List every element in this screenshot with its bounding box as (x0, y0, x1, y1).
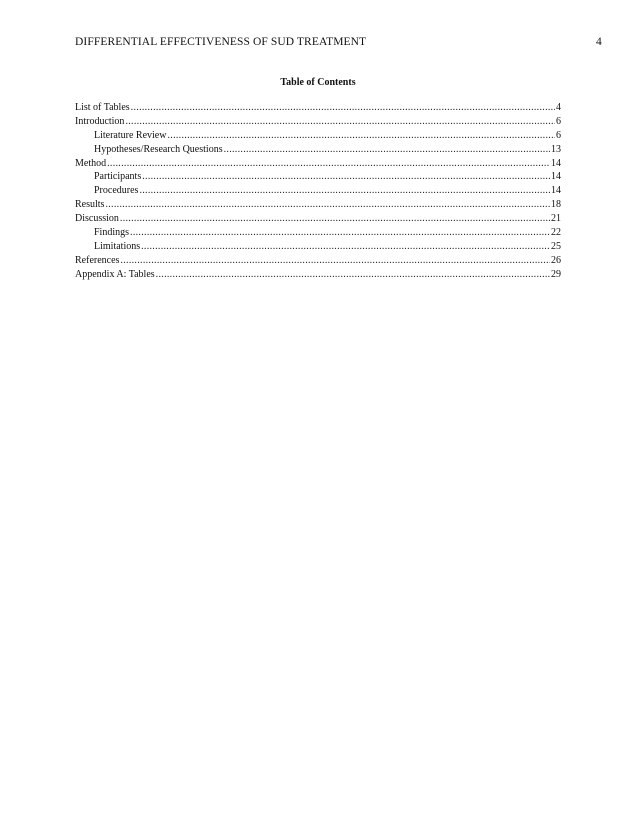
toc-entry-procedures[interactable] (75, 184, 561, 198)
toc-entry-participants[interactable] (75, 170, 561, 184)
toc-entry-page: 26 (551, 254, 561, 266)
toc-entry-label: Participants (94, 171, 142, 183)
toc-entry-label: Procedures (94, 185, 139, 197)
toc-entry-label: Hypotheses/Research Questions (94, 143, 223, 155)
toc-entry-page: 18 (551, 199, 561, 211)
dot-leader (141, 240, 550, 254)
toc-entry-page: 4 (556, 102, 561, 113)
toc-entry-introduction[interactable] (75, 115, 561, 129)
toc-entry-page: 14 (551, 185, 561, 197)
dot-leader (131, 101, 555, 115)
toc-entry-page: 6 (556, 129, 561, 141)
dot-leader (125, 115, 555, 129)
toc-entry-label: Method (75, 157, 107, 169)
toc-entry-hypotheses[interactable] (75, 143, 561, 157)
dot-leader (139, 184, 550, 198)
toc-entry-discussion[interactable] (75, 212, 561, 226)
dot-leader (120, 212, 550, 226)
toc-list (75, 101, 561, 282)
toc-entry-appendix-a[interactable] (75, 268, 561, 282)
toc-entry-page: 14 (551, 171, 561, 183)
toc-entry-page: 21 (551, 213, 561, 225)
page-number: 4 (596, 36, 602, 48)
dot-leader (105, 198, 550, 212)
dot-leader (156, 268, 550, 282)
toc-entry-page: 25 (551, 240, 561, 252)
toc-entry-label: Literature Review (94, 129, 167, 141)
toc-title: Table of Contents (280, 77, 356, 88)
dot-leader (107, 157, 550, 171)
toc-entry-page: 14 (551, 157, 561, 169)
toc-entry-label: Appendix A: Tables (75, 268, 155, 280)
toc-entry-method[interactable] (75, 157, 561, 171)
toc-entry-page: 22 (551, 227, 561, 239)
toc-entry-label: Results (75, 199, 105, 211)
toc-entry-literature-review[interactable] (75, 129, 561, 143)
toc-entry-label: Findings (94, 227, 130, 239)
dot-leader (142, 170, 550, 184)
toc-entry-label: References (75, 254, 120, 266)
dot-leader (120, 254, 550, 268)
toc-entry-results[interactable] (75, 198, 561, 212)
toc-entry-page: 13 (551, 143, 561, 155)
running-head: DIFFERENTIAL EFFECTIVENESS OF SUD TREATMENT (75, 36, 367, 48)
toc-entry-label: List of Tables (75, 102, 130, 113)
toc-entry-list-of-tables[interactable] (75, 101, 561, 115)
dot-leader (167, 129, 555, 143)
toc-entry-references[interactable] (75, 254, 561, 268)
dot-leader (224, 143, 550, 157)
toc-entry-limitations[interactable] (75, 240, 561, 254)
toc-entry-page: 6 (556, 115, 561, 127)
toc-entry-label: Discussion (75, 213, 119, 225)
toc-entry-page: 29 (551, 268, 561, 280)
toc-entry-label: Limitations (94, 240, 141, 252)
toc-entry-findings[interactable] (75, 226, 561, 240)
toc-entry-label: Introduction (75, 115, 125, 127)
dot-leader (130, 226, 550, 240)
